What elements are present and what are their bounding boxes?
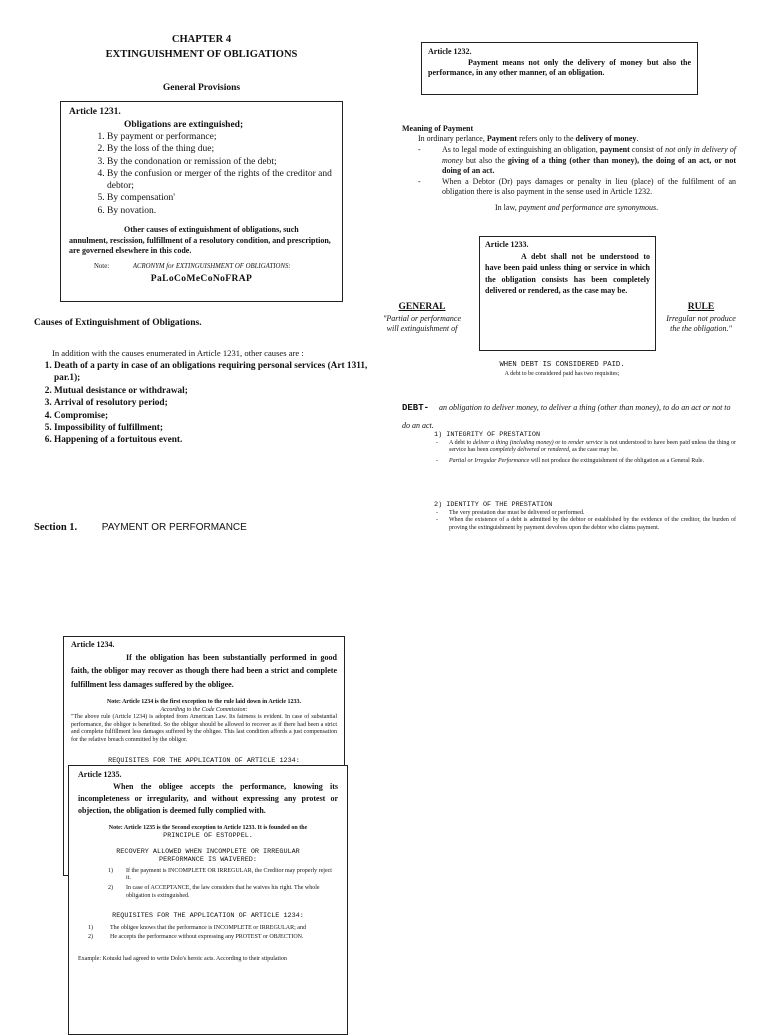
causes-list xyxy=(36,360,394,447)
article-text: A debt shall not be understood to have been paid unless thing or service in which the obligation consists has been completely delivered or rendered, as the case may be. xyxy=(485,251,650,295)
text-run: . xyxy=(636,134,639,143)
meaning-heading: Meaning of Payment xyxy=(402,124,474,133)
list-item xyxy=(418,145,736,177)
article-label: Article 1231. xyxy=(69,107,121,117)
article-1233-box xyxy=(479,236,656,351)
list-item: - The very prestation due must be delivered or performed. xyxy=(436,510,736,518)
list-item: 5. Impossibility of fulfillment; xyxy=(54,422,394,434)
requisites-heading-cut: REQUISITES FOR THE APPLICATION OF ARTICLE 1234: xyxy=(108,756,300,765)
integrity-list xyxy=(436,440,736,466)
section-title: PAYMENT OR PERFORMANCE xyxy=(101,522,247,533)
article-note: Note: Article 1234 is the first exception to the rule laid down in Article 1233. xyxy=(106,699,302,705)
text-run: In law, xyxy=(495,203,519,212)
identity-heading: 2) IDENTITY OF THE PRESTATION xyxy=(434,501,553,509)
text-run: As to legal mode of extinguishing an obligation, xyxy=(442,145,600,154)
list-item: 4. Compromise; xyxy=(54,410,394,422)
list-item: 2. By the loss of the thing due; xyxy=(107,143,334,155)
debt-definition xyxy=(402,397,738,433)
estoppel-principle: PRINCIPLE OF ESTOPPEL. xyxy=(163,832,253,841)
debt-text: an obligation to deliver money, to deliver a thing (other than money), to do an act or not to do an act. xyxy=(402,403,731,430)
when-debt-block xyxy=(426,360,698,378)
article-label: Article 1235. xyxy=(78,770,122,779)
other-causes-text: Other causes of extinguishment of obligations, such annulment, rescission, fulfillment of a resolutory condition, and prescription, are governed elsewhere in this code. xyxy=(69,225,331,256)
debt-label: DEBT- xyxy=(402,403,430,413)
text-run: is not understood to have been paid unless the thing or service has been xyxy=(449,439,737,454)
list-item: 6. Happening of a fortuitous event. xyxy=(54,434,394,446)
chapter-number: CHAPTER 4 xyxy=(171,34,232,45)
list-item: 1) If the payment is INCOMPLETE OR IRREGULAR, the Creditor may properly reject it. xyxy=(108,867,332,882)
text-run: In ordinary perlance, xyxy=(418,134,487,143)
list-item: 3. Arrival of resolutory period; xyxy=(54,397,394,409)
meaning-list xyxy=(418,145,736,198)
text-run: payment and performance are synonymous xyxy=(518,203,657,212)
text-run: but also the xyxy=(462,155,508,165)
requisites-heading: REQUISITES FOR THE APPLICATION OF ARTICLE 1234: xyxy=(112,912,304,921)
note-text: ACRONYM for EXTINGUISHMENT OF OBLIGATIONS: xyxy=(132,262,291,270)
list-item: 2. Mutual desistance or withdrawal; xyxy=(54,385,394,397)
law-statement xyxy=(495,203,658,214)
list-item-text: The obligee knows that the performance is INCOMPLETE or IRREGULAR; and xyxy=(110,924,306,931)
list-item: 6. By novation. xyxy=(107,205,334,217)
chapter-title: EXTINGUISHMENT OF OBLIGATIONS xyxy=(105,49,298,60)
recovery-heading xyxy=(78,848,338,865)
text-run: payment xyxy=(599,145,630,154)
article-label: Article 1233. xyxy=(485,240,529,249)
chapter-heading xyxy=(60,32,343,62)
article-label: Article 1232. xyxy=(428,47,472,56)
list-item xyxy=(436,440,736,455)
text-run: not only in delivery of money xyxy=(442,145,737,165)
general-title: GENERAL xyxy=(398,302,446,312)
list-item-text: If the payment is INCOMPLETE OR IRREGULAR, the Creditor may properly reject it. xyxy=(126,867,332,882)
section-label: Section 1. xyxy=(34,522,78,533)
section-heading xyxy=(34,522,247,533)
list-item: 3. By the condonation or remission of the debt; xyxy=(107,156,334,168)
article-1235-box xyxy=(68,765,348,1035)
note-label: Note: xyxy=(94,262,110,270)
meaning-paragraph xyxy=(418,134,738,145)
list-item: 5. By compensation' xyxy=(107,192,334,204)
text-run: completely delivered or rendered, xyxy=(489,447,571,454)
requisites-list xyxy=(78,925,338,942)
text-run: deliver a thing (including money) xyxy=(472,439,554,446)
when-debt-sub: A debt to be considered paid has two requisites; xyxy=(504,370,620,377)
list-item: - When the existence of a debt is admitted by the debtor or established by the evidence of the creditor, the burden of proving the extinguishment by payment devolves upon the debtor who claims payment. xyxy=(436,517,736,532)
text-run: delivery of money xyxy=(575,134,637,143)
general-label xyxy=(376,301,468,335)
text-run: A debt to xyxy=(449,439,473,446)
article-label: Article 1234. xyxy=(71,640,115,649)
text-run: refers only to the xyxy=(517,134,576,143)
list-item: - When a Debtor (Dr) pays damages or penalty in lieu (place) of the fulfilment of an obligation there is also payment in the sense used in Article 1232. xyxy=(418,177,736,198)
article-text: When the obligee accepts the performance, knowing its incompleteness or irregularity, and without expressing any protest or objection, the obligation is deemed fully complied with. xyxy=(78,781,338,815)
general-text: "Partial or performance will extinguishment of xyxy=(382,313,462,333)
list-item: 2) In case of ACCEPTANCE, the law considers that he waives his right. The whole obligation is extinguished. xyxy=(108,885,320,899)
acronym: PaLoCoMeCoNoFRAP xyxy=(150,274,253,285)
causes-heading: Causes of Extinguishment of Obligations. xyxy=(34,318,202,328)
general-provisions-heading: General Provisions xyxy=(162,83,241,93)
recovery-heading-line: RECOVERY ALLOWED WHEN INCOMPLETE OR IRREGULAR xyxy=(116,847,300,856)
list-item-text: In case of ACCEPTANCE, the law considers that he waives his right. The whole obligation is extinguished. xyxy=(126,885,320,899)
recovery-heading-line: PERFORMANCE IS WAIVERED: xyxy=(159,856,257,865)
commission-quote: "The above rule (Article 1234) is adopted from American Law. Its fairness is evident. In case of substantial performance, the obligor is benefited. So the obligor should be allowed to recover as if there had been a strict and complete fulfillment less damages suffered by the obligee. This last condition affords a just compensation for the relative breach committed by the obligor. xyxy=(71,714,337,743)
text-run: as the case may be. xyxy=(570,447,619,454)
list-item: 4. By the confusion or merger of the rights of the creditor and debtor; xyxy=(107,168,334,193)
article-text: Payment means not only the delivery of money but also the performance, in any other manner, of an obligation. xyxy=(428,57,691,77)
causes-intro: In addition with the causes enumerated in Article 1231, other causes are : xyxy=(52,348,304,358)
text-run: Payment xyxy=(486,134,518,143)
list-item: 1. By payment or performance; xyxy=(107,131,334,143)
article-lead: Obligations are extinguished; xyxy=(124,119,244,130)
article-text: If the obligation has been substantially performed in good faith, the obligor may recover as though there had been a strict and complete fulfillment less damages suffered by the obligee. xyxy=(71,652,337,689)
rule-text: Irregular not produce the the obligation." xyxy=(666,313,736,333)
text-run: . xyxy=(656,203,659,212)
text-run: consist of xyxy=(629,145,666,154)
text-run: will not produce the extinguishment of the obligation as a General Rule. xyxy=(529,457,705,464)
acronym-note xyxy=(69,263,334,272)
text-run: or to xyxy=(553,439,569,446)
rule-label xyxy=(666,301,736,335)
extinguish-list xyxy=(69,131,334,217)
text-run: giving of a thing (other than money), the doing of an act, or not doing of an act. xyxy=(442,155,736,175)
rule-title: RULE xyxy=(687,302,715,312)
commission-label: According to the Code Commission: xyxy=(160,706,248,713)
identity-section xyxy=(436,501,736,532)
article-1232-box xyxy=(421,42,698,95)
identity-list xyxy=(436,510,736,533)
list-item xyxy=(436,458,736,466)
article-1231-box xyxy=(60,101,343,302)
list-item: 1. Death of a party in case of an obligations requiring personal services (Art 1311, par.1); xyxy=(54,360,394,385)
article-note: Note: Article 1235 is the Second exception to Article 1233. It is founded on the xyxy=(108,824,308,831)
list-item-text: He accepts the performance without expressing any PROTEST or OBJECTION. xyxy=(110,934,304,941)
recovery-list xyxy=(78,868,338,900)
list-item: 2) He accepts the performance without expressing any PROTEST or OBJECTION. xyxy=(88,934,304,941)
integrity-section xyxy=(436,431,736,465)
example-text: Example: Kotuski had agreed to write Dolo's heroic acts. According to their stipulation xyxy=(78,956,287,963)
integrity-heading: 1) INTEGRITY OF PRESTATION xyxy=(434,431,541,439)
when-debt-title: WHEN DEBT IS CONSIDERED PAID. xyxy=(499,361,625,369)
text-run: render service xyxy=(568,439,603,446)
text-run: Partial or Irregular Performance xyxy=(449,457,530,464)
list-item: 1) The obligee knows that the performance is INCOMPLETE or IRREGULAR; and xyxy=(88,924,306,931)
